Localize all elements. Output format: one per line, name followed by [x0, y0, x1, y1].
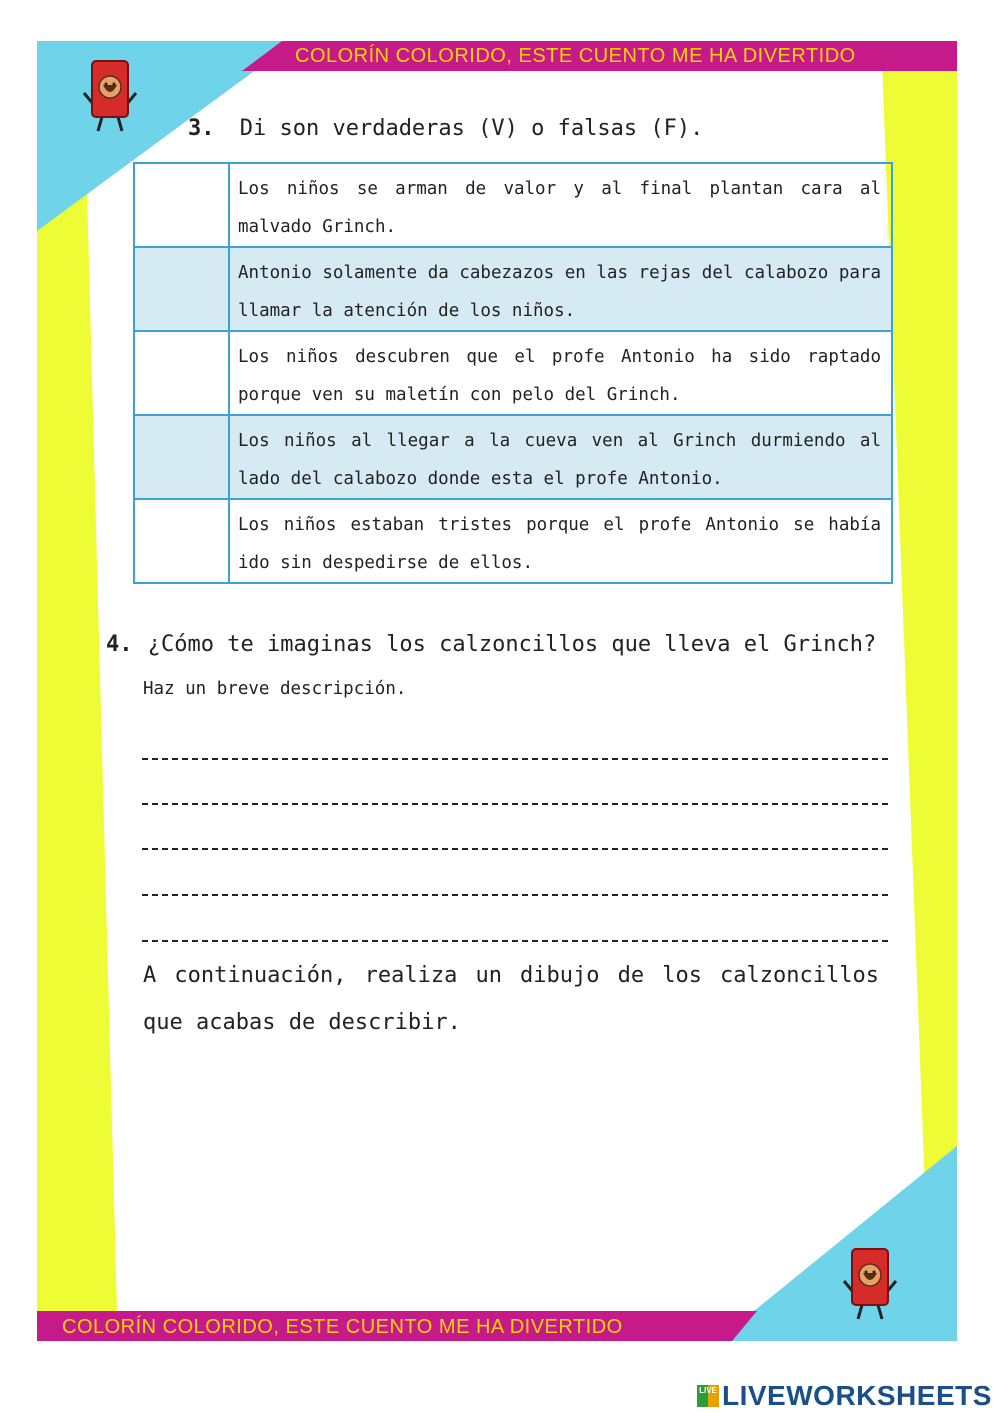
answer-line-3[interactable] [142, 848, 888, 850]
liveworksheets-brand: LIVEWORKSHEETS [722, 1380, 992, 1411]
section4-heading [106, 632, 876, 657]
section4-question: ¿Cómo te imaginas los calzoncillos que lleva el Grinch? [147, 632, 877, 657]
table-row [134, 163, 892, 247]
book-mascot-icon-bottom [840, 1243, 900, 1323]
section3-heading [188, 116, 703, 141]
statement-4: Los niños al llegar a la cueva ven al Grinch durmiendo al lado del calabozo donde esta el profe Antonio. [229, 415, 892, 499]
section3-title: Di son verdaderas (V) o falsas (F). [239, 116, 704, 141]
answer-line-2[interactable] [142, 803, 888, 805]
answer-line-5[interactable] [142, 940, 888, 942]
liveworksheets-logo [697, 1380, 992, 1412]
right-yellow-strip [882, 51, 957, 1191]
section4-number: 4. [106, 632, 133, 657]
statement-2: Antonio solamente da cabezazos en las rejas del calabozo para llamar la atención de los niños. [229, 247, 892, 331]
statement-1: Los niños se arman de valor y al final plantan cara al malvado Grinch. [229, 163, 892, 247]
top-banner-text: COLORÍN COLORIDO, ESTE CUENTO ME HA DIVERTIDO [295, 45, 856, 67]
drawing-instruction-line2: que acabas de describir. [143, 1010, 461, 1035]
section3-number: 3. [188, 116, 215, 141]
statement-5: Los niños estaban tristes porque el profe Antonio se había ido sin despedirse de ellos. [229, 499, 892, 583]
liveworksheets-logo-icon: LIVE [697, 1385, 719, 1407]
book-mascot-icon [80, 55, 140, 135]
statement-3: Los niños descubren que el profe Antonio ha sido raptado porque ven su maletín con pelo del Grinch. [229, 331, 892, 415]
table-row [134, 499, 892, 583]
left-yellow-strip [37, 191, 117, 1311]
answer-line-1[interactable] [142, 758, 888, 760]
true-false-table [133, 162, 893, 584]
answer-cell-2[interactable] [134, 247, 229, 331]
drawing-instruction-line1: A continuación, realiza un dibujo de los calzoncillos [143, 963, 879, 988]
table-row [134, 415, 892, 499]
table-row [134, 331, 892, 415]
bottom-banner-text: COLORÍN COLORIDO, ESTE CUENTO ME HA DIVERTIDO [62, 1316, 623, 1338]
answer-cell-5[interactable] [134, 499, 229, 583]
table-row [134, 247, 892, 331]
answer-cell-1[interactable] [134, 163, 229, 247]
section4-subtitle: Haz un breve descripción. [143, 679, 407, 699]
answer-line-4[interactable] [142, 894, 888, 896]
answer-cell-4[interactable] [134, 415, 229, 499]
answer-cell-3[interactable] [134, 331, 229, 415]
